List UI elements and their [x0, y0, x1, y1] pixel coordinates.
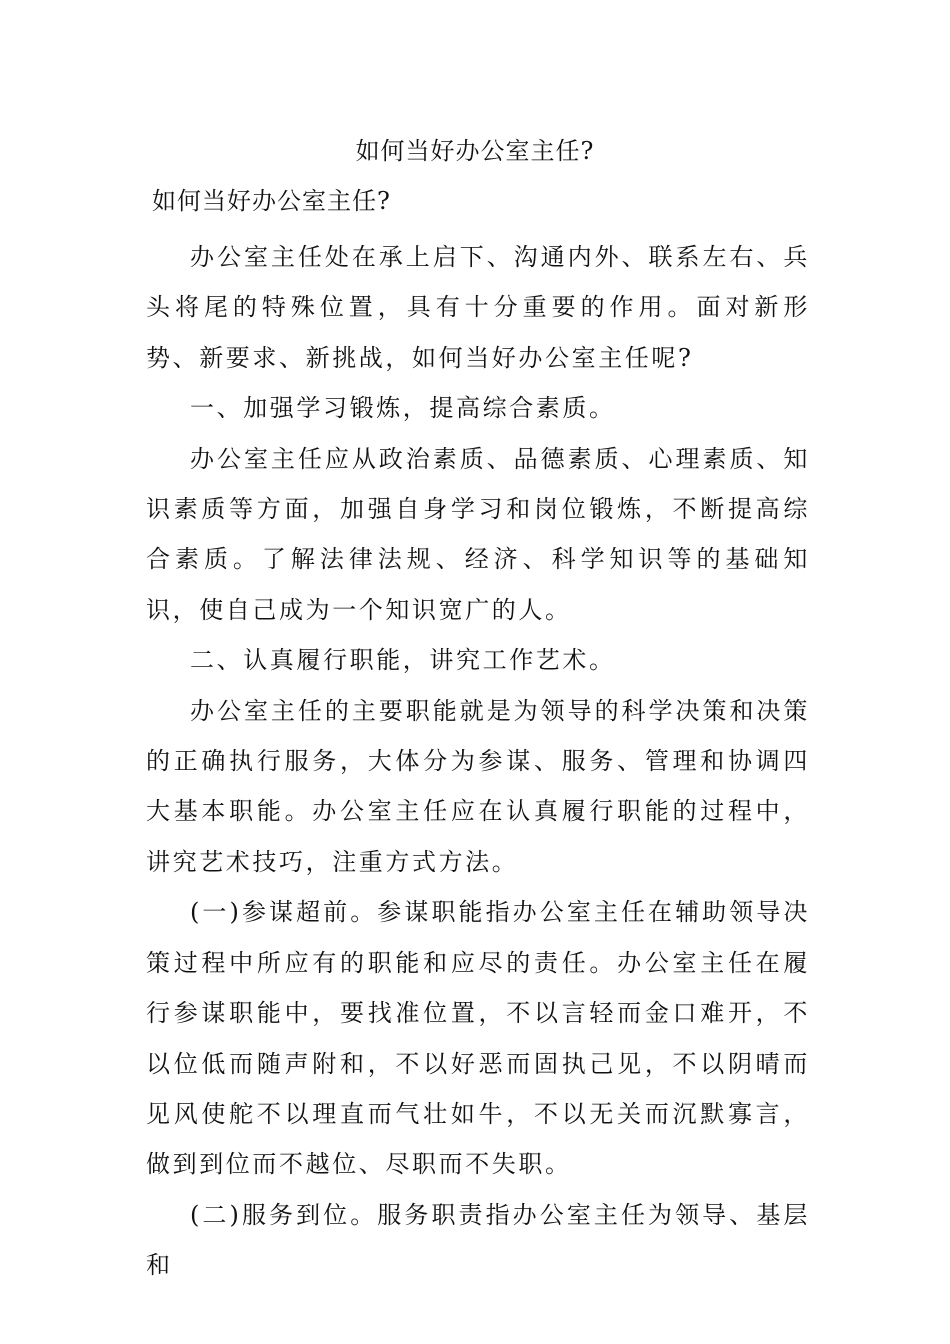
paragraph-advisory: (一)参谋超前。参谋职能指办公室主任在辅助领导决策过程中所应有的职能和应尽的责任。办公室主任在履行参谋职能中，要找准位置，不以言轻而金口难开，不以位低而随声附和，不以好恶而固执己见，不以阴晴而见风使舵不以理直而气壮如牛，不以无关而沉默寡言，做到到位而不越位、尽职而不失职。: [146, 898, 810, 1179]
paragraph-service: (二)服务到位。服务职责指办公室主任为领导、基层和: [146, 1200, 810, 1280]
paragraph-section-2: 办公室主任的主要职能就是为领导的科学决策和决策的正确执行服务，大体分为参谋、服务、管理和协调四大基本职能。办公室主任应在认真履行职能的过程中，讲究艺术技巧，注重方式方法。: [146, 696, 810, 876]
paragraph-section-1: 办公室主任应从政治素质、品德素质、心理素质、知识素质等方面，加强自身学习和岗位锻炼，不断提高综合素质。了解法律法规、经济、科学知识等的基础知识，使自己成为一个知识宽广的人。: [146, 444, 810, 624]
paragraph-intro: 办公室主任处在承上启下、沟通内外、联系左右、兵头将尾的特殊位置，具有十分重要的作用。面对新形势、新要求、新挑战，如何当好办公室主任呢?: [146, 243, 810, 372]
document-body: [146, 232, 810, 1291]
section-heading-2: 二、认真履行职能，讲究工作艺术。: [190, 646, 616, 675]
document-title: 如何当好办公室主任?: [355, 137, 595, 165]
document-subtitle: 如何当好办公室主任?: [152, 187, 391, 215]
section-heading-1: 一、加强学习锻炼，提高综合素质。: [190, 394, 616, 423]
